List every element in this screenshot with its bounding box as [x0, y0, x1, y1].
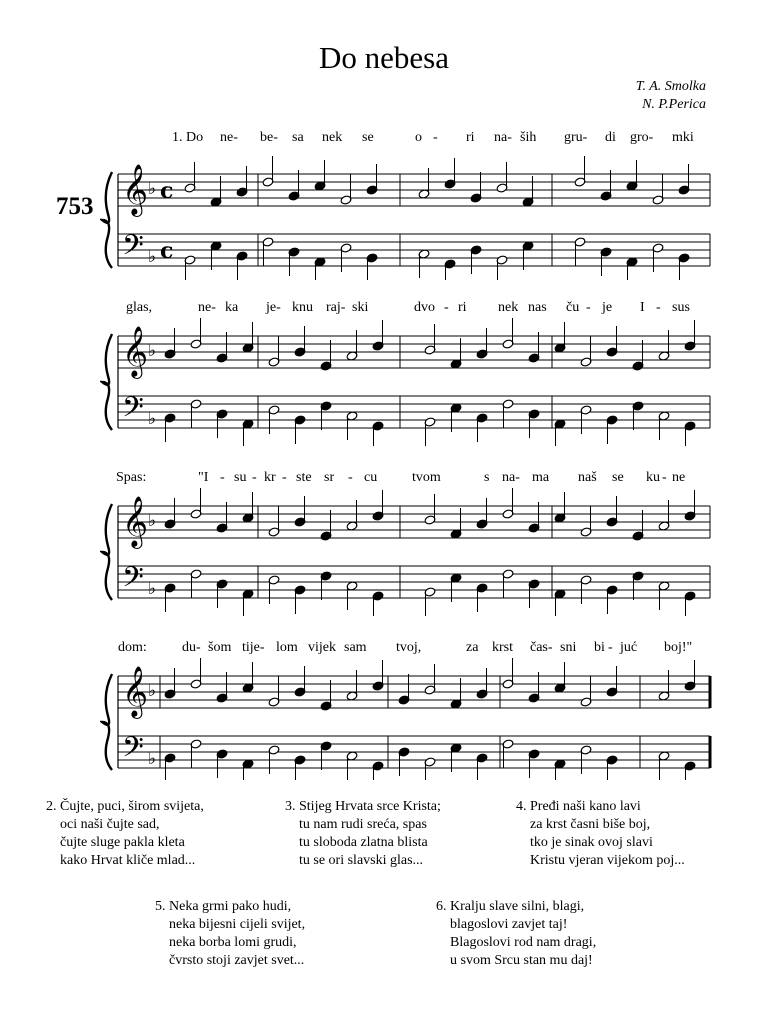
verse-line: 3. Stijeg Hrvata srce Krista;	[285, 799, 441, 814]
syllable: juć	[620, 640, 638, 655]
flat-icon: ♭	[148, 247, 157, 267]
music-system-4	[100, 640, 712, 780]
syllable: s	[484, 470, 490, 485]
syllable: ri	[458, 300, 467, 315]
syllable: je-	[266, 300, 281, 315]
syllable: ste	[296, 470, 312, 485]
syllable: cu	[364, 470, 378, 485]
syllable: sr	[324, 470, 335, 485]
bass-clef-icon: 𝄢	[122, 731, 144, 771]
syllable: bi	[594, 640, 605, 655]
verse-2	[46, 798, 204, 870]
music-system-1	[100, 130, 712, 280]
syllable: sus	[672, 300, 690, 315]
treble-clef-icon: 𝄞	[122, 666, 149, 717]
syllable: -	[608, 640, 613, 655]
syllable: -	[433, 130, 438, 145]
common-time-icon: c	[160, 238, 174, 264]
syllable: tije-	[242, 640, 265, 655]
syllable: ku	[646, 470, 660, 485]
syllable: nas	[528, 300, 547, 315]
syllable: boj!"	[664, 640, 693, 655]
music-system-2	[100, 300, 712, 450]
bass-clef-icon: 𝄢	[122, 561, 144, 601]
flat-icon: ♭	[148, 681, 157, 701]
verse-3	[285, 798, 441, 870]
verse-5	[155, 898, 305, 970]
syllable: dom:	[118, 640, 147, 655]
syllable: se	[612, 470, 624, 485]
syllable: -	[444, 300, 449, 315]
brace-icon	[102, 172, 112, 268]
syllable: ne-	[220, 130, 238, 145]
verse-line: za krst časni biše boj,	[530, 817, 651, 832]
brace-icon	[102, 504, 112, 600]
syllable: sam	[344, 640, 367, 655]
syllable: -	[586, 300, 591, 315]
syllable: raj-	[326, 300, 346, 315]
grand-staff	[100, 656, 712, 780]
verse-line: u svom Srcu stan mu daj!	[450, 953, 593, 968]
verse-line: neka borba lomi grudi,	[169, 935, 297, 950]
syllable: glas,	[126, 300, 153, 315]
syllable: na-	[502, 470, 520, 485]
verse-line: tu nam rudi sreća, spas	[299, 817, 427, 832]
verse-line: Blagoslovi rod nam dragi,	[450, 935, 597, 950]
verse-line: kako Hrvat kliče mlad...	[60, 853, 196, 868]
verse-line: blagoslovi zavjet taj!	[450, 917, 568, 932]
syllable: Spas:	[116, 470, 147, 485]
verse-line: 4. Pređi naši kano lavi	[516, 799, 641, 814]
syllable: gro-	[630, 130, 654, 145]
syllable: krst	[492, 640, 513, 655]
syllable: 1. Do	[172, 130, 204, 145]
verse-line: tko je sinak ovoj slavi	[530, 835, 653, 850]
brace-icon	[102, 674, 112, 770]
syllable: čas-	[530, 640, 553, 655]
verse-line: tu se ori slavski glas...	[299, 853, 424, 868]
syllable: knu	[292, 300, 313, 315]
verse-6	[436, 898, 596, 970]
syllable: na-	[494, 130, 512, 145]
syllable: sni	[560, 640, 577, 655]
syllable: kr	[264, 470, 276, 485]
syllable: tvom	[412, 470, 441, 485]
syllable: di	[605, 130, 616, 145]
syllable: naš	[578, 470, 597, 485]
syllable: lom	[276, 640, 298, 655]
syllable: ne	[672, 470, 686, 485]
syllable: I	[640, 300, 645, 315]
syllable: ma	[532, 470, 550, 485]
syllable: gru-	[564, 130, 588, 145]
verse-line: Kristu vjeran vijekom poj...	[530, 853, 685, 868]
syllable: o	[415, 130, 422, 145]
grand-staff	[100, 486, 712, 616]
syllable: nek	[498, 300, 519, 315]
syllable: -	[348, 470, 353, 485]
syllable: je	[602, 300, 613, 315]
syllable: du-	[182, 640, 201, 655]
arranger: N. P.Perica	[642, 97, 706, 112]
syllable: su	[234, 470, 247, 485]
composer: T. A. Smolka	[635, 79, 706, 94]
bass-clef-icon: 𝄢	[122, 391, 144, 431]
syllable: ka	[225, 300, 239, 315]
flat-icon: ♭	[148, 341, 157, 361]
syllable: se	[362, 130, 374, 145]
syllable: -	[662, 470, 667, 485]
credits	[636, 78, 706, 114]
music-system-3	[100, 470, 712, 620]
verse-line: oci naši čujte sad,	[60, 817, 160, 832]
verse-line: čujte sluge pakla kleta	[60, 835, 185, 850]
syllable: ču	[566, 300, 580, 315]
syllable: ski	[352, 300, 369, 315]
flat-icon: ♭	[148, 749, 157, 769]
treble-clef-icon: 𝄞	[122, 496, 149, 547]
verse-line: 6. Kralju slave silni, blagi,	[436, 899, 585, 914]
grand-staff	[100, 154, 712, 280]
syllable: -	[220, 470, 225, 485]
treble-clef-icon: 𝄞	[122, 326, 149, 377]
flat-icon: ♭	[148, 579, 157, 599]
verse-line: tu sloboda zlatna blista	[299, 835, 428, 850]
syllable: tvoj,	[396, 640, 422, 655]
common-time-icon: c	[160, 178, 174, 204]
lyrics-line	[100, 130, 712, 148]
flat-icon: ♭	[148, 179, 157, 199]
syllable: ri	[466, 130, 475, 145]
verse-line: 2. Čujte, puci, širom svijeta,	[46, 799, 204, 814]
verse-line: 5. Neka grmi pako hudi,	[155, 899, 292, 914]
syllable: nek	[322, 130, 343, 145]
syllable: dvo	[414, 300, 435, 315]
syllable: -	[656, 300, 661, 315]
syllable: "I	[198, 470, 209, 485]
flat-icon: ♭	[148, 511, 157, 531]
verse-line: čvrsto stoji zavjet svet...	[169, 953, 305, 968]
flat-icon: ♭	[148, 409, 157, 429]
syllable: ne-	[198, 300, 216, 315]
hymn-number: 753	[56, 193, 94, 220]
syllable: -	[282, 470, 287, 485]
brace-icon	[102, 334, 112, 430]
treble-clef-icon: 𝄞	[122, 164, 149, 215]
verse-line: neka bijesni cijeli svijet,	[169, 917, 306, 932]
syllable: -	[252, 470, 257, 485]
page-title: Do nebesa	[319, 40, 449, 75]
syllable: šom	[208, 640, 232, 655]
bass-clef-icon: 𝄢	[122, 229, 144, 269]
syllable: sa	[292, 130, 304, 145]
grand-staff	[100, 316, 712, 446]
syllable: vijek	[308, 640, 336, 655]
syllable: be-	[260, 130, 278, 145]
syllable: za	[466, 640, 479, 655]
syllable: mki	[672, 130, 694, 145]
syllable: ših	[520, 130, 537, 145]
verse-4	[516, 798, 685, 870]
